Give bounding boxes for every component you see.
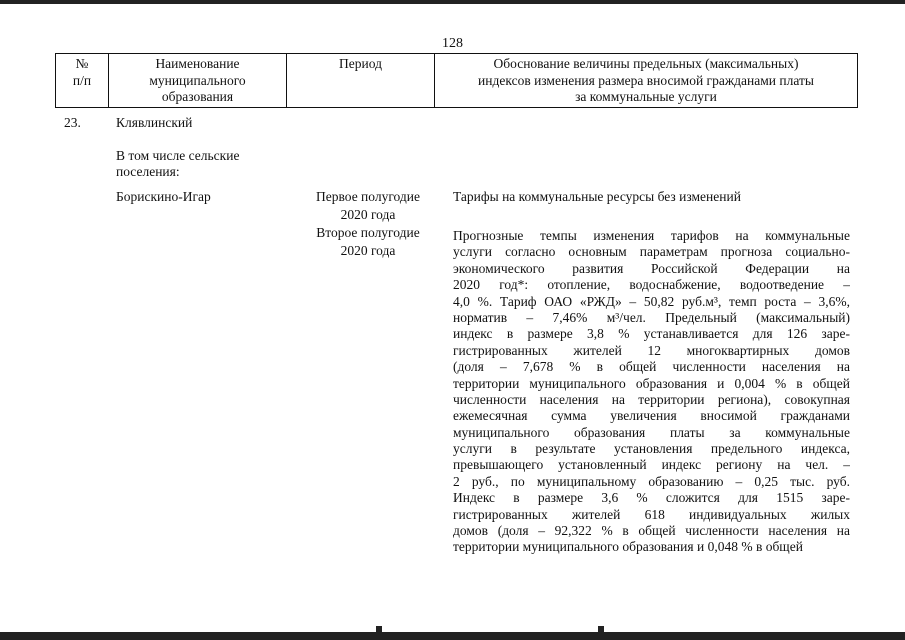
paragraph-line: территории муниципального образования и 0,048 % в общей [453, 539, 803, 555]
period-second-half: Второе полугодие [316, 225, 420, 240]
header-number: № п/п [56, 54, 109, 108]
paragraph-line: гистрированных жителей 618 индивидуальных жилых [453, 506, 850, 522]
paragraph-line: муниципального образования платы за коммунальные [453, 424, 850, 440]
header-municipality: Наименование муниципального образования [109, 54, 287, 108]
paragraph-line: норматив – 7,46% м³/чел. Предельный (максимальный) [453, 309, 850, 325]
basis-tariffs-unchanged: Тарифы на коммунальные ресурсы без изменений [453, 189, 741, 204]
paragraph-line: Прогнозные темпы изменения тарифов на коммунальные [453, 228, 850, 243]
basis-paragraph [453, 228, 850, 556]
paragraph-line: 2020 год*: отопление, водоснабжение, водоотведение – [453, 277, 850, 293]
scan-mark [376, 626, 382, 634]
period-first-half: Первое полугодие [316, 189, 420, 204]
paragraph-line: численности населения на территории региона), совокупная [453, 391, 850, 407]
district-name: Клявлинский [116, 115, 193, 130]
row-number: 23. [64, 115, 81, 130]
scan-border-bottom [0, 632, 905, 640]
paragraph-line: экономического развития Российской Федерации на [453, 260, 850, 276]
settlement-name: Борискино-Игар [116, 189, 211, 204]
paragraph-line: гистрированных жителей 12 многоквартирных домов [453, 342, 850, 358]
paragraph-line: индекс в размере 3,8 % устанавливается для 126 заре- [453, 326, 850, 342]
paragraph-line: 4,0 %. Тариф ОАО «РЖД» – 50,82 руб.м³, темп роста – 3,6%, [453, 293, 850, 309]
paragraph-line: 2 руб., по муниципальному образованию – 0,25 тыс. руб. [453, 473, 850, 489]
scan-mark [598, 626, 604, 634]
including-label: В том числе сельские [116, 148, 240, 163]
period-first-half-year: 2020 года [340, 207, 396, 222]
paragraph-line: услуги согласно основным параметрам прогноза социально- [453, 244, 850, 260]
paragraph-line: (доля – 7,678 % в общей численности населения на [453, 359, 850, 375]
scan-border-top [0, 0, 905, 4]
period-second-half-year: 2020 года [340, 243, 396, 258]
paragraph-line: Индекс в размере 3,6 % сложится для 1515 заре- [453, 490, 850, 506]
paragraph-line: ежемесячная сумма увеличения вносимой гражданами [453, 408, 850, 424]
paragraph-line: территории муниципального образования и 0,004 % в общей [453, 375, 850, 391]
page-number: 128 [442, 36, 463, 51]
header-period: Период [287, 54, 435, 108]
paragraph-line: домов (доля – 92,322 % в общей численности населения на [453, 523, 850, 539]
including-label: поселения: [116, 164, 180, 179]
table-header [55, 53, 858, 108]
paragraph-line: услуги в результате установления предельного индекса, [453, 441, 850, 457]
header-basis: Обоснование величины предельных (максимальных) индексов изменения размера вносимой гражданами платы за коммунальные услуги [435, 54, 858, 108]
paragraph-line: превышающего установленный индекс региону на чел. – [453, 457, 850, 473]
